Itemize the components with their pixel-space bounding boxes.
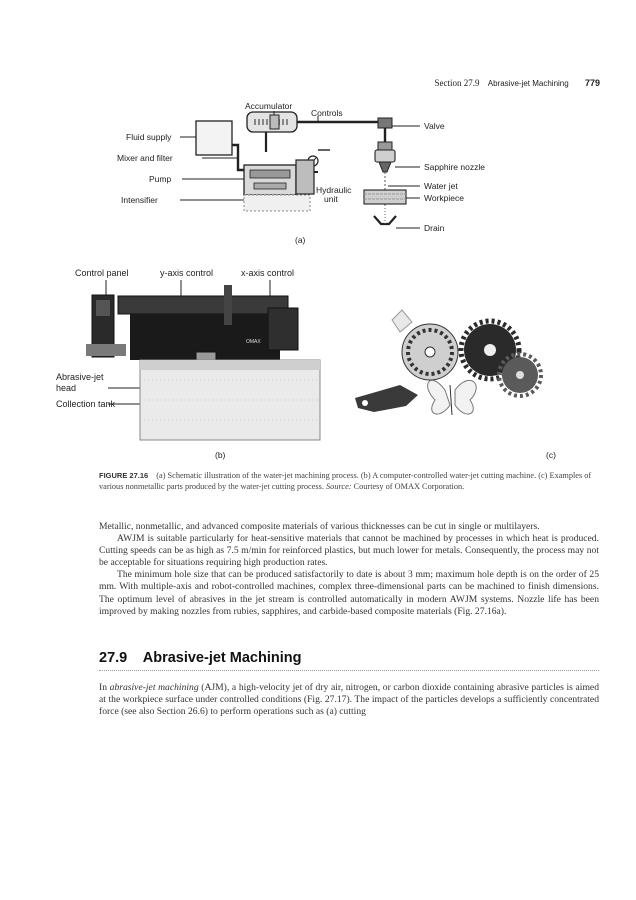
- figure-b-machine: [0, 260, 340, 460]
- label-x-axis-control: x-axis control: [241, 268, 295, 278]
- nozzle-tip: [379, 162, 391, 172]
- page-number: 779: [584, 78, 600, 88]
- label-abrasive-jet: Abrasive-jet: [56, 372, 104, 382]
- label-head: head: [56, 383, 77, 393]
- label-unit: unit: [324, 194, 338, 204]
- machine-brand-logo: OMAX: [246, 339, 261, 345]
- gantry-beam: [118, 296, 288, 314]
- pump-intensifier-unit: [244, 165, 296, 195]
- fluid-supply-tank: [196, 121, 232, 155]
- gear-white: [402, 324, 458, 380]
- paragraph-suitability: AWJM is suitable particularly for heat-sensitive materials that cannot be machined by processes in which heat is produced. Cutting speeds can be as high as 7.5 m/min for reinforced plastics, but much lower for metals. Consequently, the process may not be acceptable for situations requiring high production rates.: [99, 533, 599, 569]
- label-fluid-supply: Fluid supply: [126, 132, 172, 142]
- sapphire-nozzle-body: [375, 150, 395, 162]
- label-collection-tank: Collection tank: [56, 399, 116, 409]
- ajm-lead: In: [99, 682, 107, 693]
- caption-source-label: Source:: [326, 481, 352, 491]
- dark-bracket-part: [355, 385, 418, 412]
- caption-text: (a) Schematic illustration of the water-jet machining process. (b) A computer-controlled water-jet cutting machine. (c) Examples of various nonmetallic parts produced by the water-jet cutting process.: [99, 471, 592, 491]
- caption-source: Courtesy of OMAX Corporation.: [353, 481, 465, 491]
- parts-photo: [340, 280, 600, 460]
- running-head-title: Abrasive-jet Machining: [487, 79, 569, 88]
- label-mixer-filter: Mixer and filter: [117, 153, 173, 163]
- ajm-paragraph: [99, 682, 599, 718]
- schematic-drawing: [0, 0, 636, 260]
- heading-rule: [99, 670, 599, 671]
- section-title: Abrasive-jet Machining: [142, 650, 302, 666]
- hydraulic-unit-base: [244, 195, 310, 211]
- figure-a-schematic: [0, 0, 636, 260]
- label-accumulator: Accumulator: [245, 101, 293, 111]
- high-pressure-line: [297, 122, 385, 142]
- label-water-jet: Water jet: [424, 181, 458, 191]
- figure-caption: [99, 471, 599, 492]
- ajm-rest: (AJM), a high-velocity jet of dry air, nitrogen, or carbon dioxide containing abrasive particles is aimed at the workpiece surface under controlled conditions (Fig. 27.17). The impact of the particles develops a sufficiently concentrated force (see also Section 26.6) to perform operations such as (a) cutting: [99, 682, 599, 718]
- valve-body: [378, 118, 392, 128]
- label-y-axis-control: y-axis control: [160, 268, 214, 278]
- controls-box: [270, 115, 279, 129]
- label-drain: Drain: [424, 223, 445, 233]
- label-workpiece: Workpiece: [424, 193, 464, 203]
- label-intensifier: Intensifier: [121, 195, 158, 205]
- hydraulic-unit: [296, 160, 314, 194]
- section-heading: [99, 650, 599, 666]
- label-controls: Controls: [311, 108, 343, 118]
- label-valve: Valve: [424, 121, 445, 131]
- panel-label-b: (b): [215, 450, 226, 460]
- workpiece-block: [364, 190, 406, 204]
- label-pump: Pump: [149, 174, 172, 184]
- butterfly-part: [428, 380, 477, 415]
- running-head-section: Section 27.9: [434, 78, 480, 88]
- caption-figure-id: FIGURE 27.16: [99, 471, 149, 480]
- flower-part: [392, 310, 412, 332]
- machine-photo: [0, 260, 340, 460]
- label-sapphire-nozzle: Sapphire nozzle: [424, 162, 485, 172]
- panel-label-c: (c): [546, 450, 556, 460]
- paragraph-hole-size: The minimum hole size that can be produced satisfactorily to date is about 3 mm; maximum hole depth is on the order of 25 mm. With multiple-axis and robot-controlled machines, complex three-dimensional parts can be machined to finish dimensions. The optimum level of abrasives in the jet stream is controlled automatically in modern AWJM systems. Nozzle life has been improved by making nozzles from rubies, sapphires, and carbide-based composite materials (Fig. 27.16a).: [99, 569, 599, 617]
- ajm-term: abrasive-jet machining: [109, 682, 199, 693]
- section-number: 27.9: [99, 650, 128, 666]
- body-text-block: [99, 521, 599, 618]
- paragraph-materials: Metallic, nonmetallic, and advanced composite materials of various thicknesses can be cut in single or multilayers.: [99, 521, 540, 532]
- figure-c-parts: [340, 280, 600, 460]
- label-hydraulic: Hydraulic: [316, 185, 352, 195]
- label-control-panel: Control panel: [75, 268, 129, 278]
- panel-label-a: (a): [295, 235, 306, 245]
